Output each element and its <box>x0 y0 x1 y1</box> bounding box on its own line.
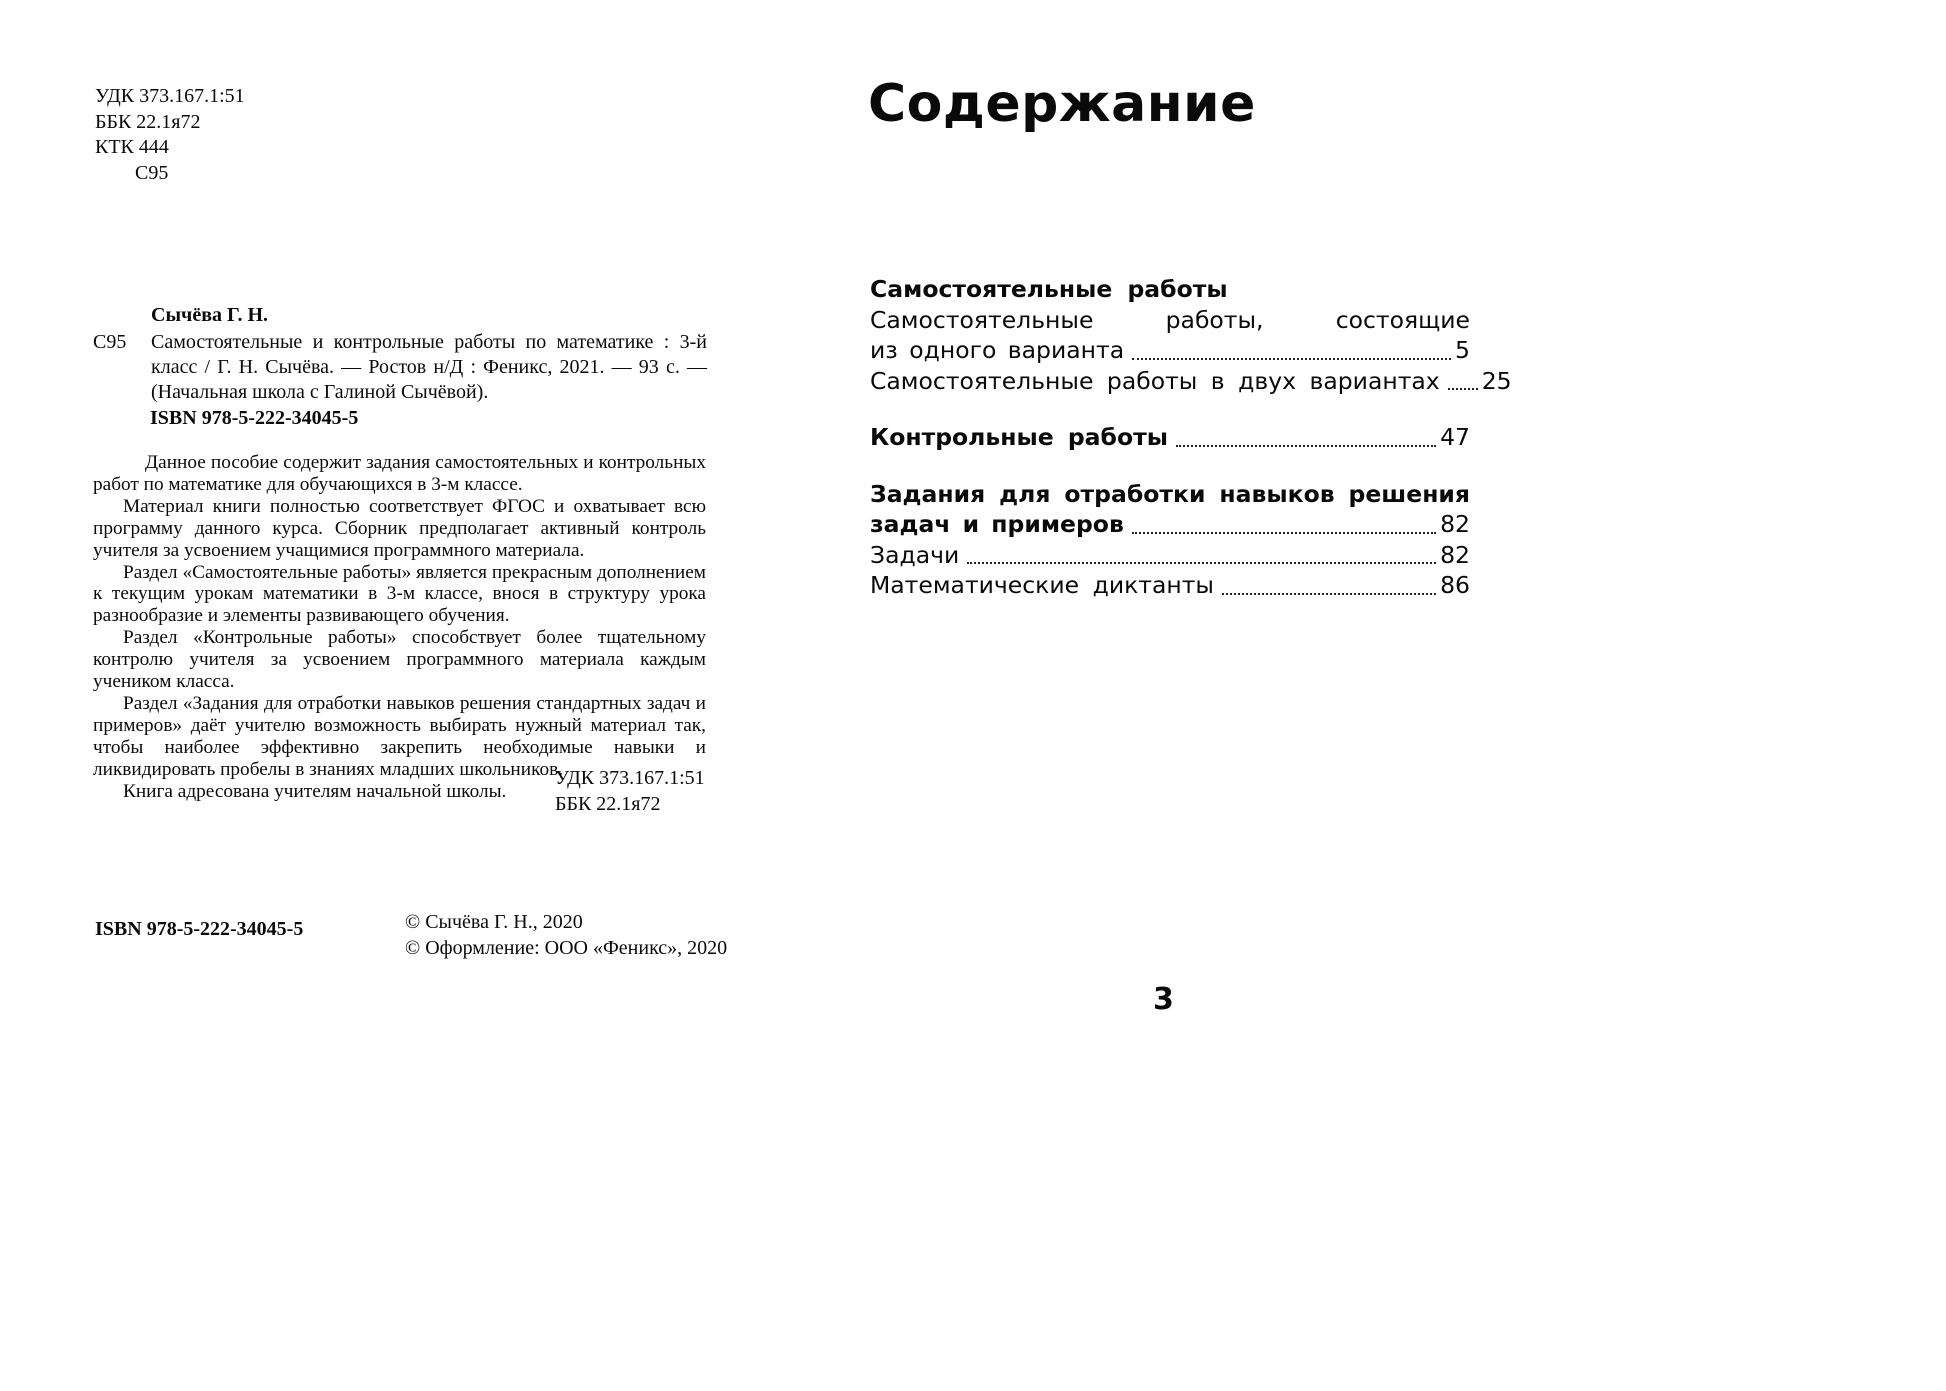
toc-page-number: 5 <box>1455 336 1470 364</box>
toc-entry <box>870 479 1470 540</box>
dot-leader <box>1132 358 1451 360</box>
annotation-paragraph: Материал книги полностью соответствует ФГОС и охватывает всю программу данного курса. Сборник предполагает активный контроль учителя за усвоением учащимися программного материала. <box>93 495 706 561</box>
dot-leader <box>1222 593 1436 595</box>
toc-entry-label: Самостоятельные работы в двух вариантах <box>870 366 1440 395</box>
table-of-contents <box>870 274 1512 601</box>
toc-page-number: 82 <box>1440 510 1470 538</box>
dot-leader <box>1132 532 1436 534</box>
toc-entry <box>870 305 1470 366</box>
toc-entry <box>870 570 1470 601</box>
toc-page-number: 82 <box>1440 540 1470 569</box>
page-number: 3 <box>1153 982 1174 1017</box>
toc-entry-label: Задачи <box>870 540 960 569</box>
udk-bbk-repeat-block <box>555 766 705 817</box>
toc-entry-label: Математические диктанты <box>870 571 1214 599</box>
annotation-paragraph: Раздел «Самостоятельные работы» является прекрасным дополнением к текущим урокам математики в 3-м классе, внося в структуру урока разнообразие и элементы развивающего обучения. <box>93 561 706 627</box>
toc-entry-line2 <box>870 335 1470 366</box>
toc-entry <box>870 540 1470 571</box>
annotation-block <box>93 452 706 803</box>
catalog-code: С95 <box>135 161 169 184</box>
udk-repeat-line: УДК 373.167.1:51 <box>555 767 705 789</box>
toc-page-number: 25 <box>1481 366 1512 395</box>
toc-page-number: 86 <box>1440 571 1470 599</box>
bbk-repeat-line: ББК 22.1я72 <box>555 792 661 815</box>
annotation-paragraph: Книга адресована учителям начальной школы. <box>123 780 507 802</box>
dot-leader <box>1176 445 1436 447</box>
toc-entry-label: Контрольные работы <box>870 423 1168 451</box>
bibliographic-record <box>93 303 707 405</box>
copyright-block <box>405 910 727 961</box>
toc-entry-label: из одного варианта <box>870 336 1125 364</box>
toc-entry-line2 <box>870 509 1470 540</box>
imprint-block <box>95 84 245 186</box>
udk-line: УДК 373.167.1:51 <box>95 85 245 107</box>
toc-entry-line1: Задания для отработки навыков решения <box>870 479 1470 508</box>
catalog-code-margin: С95 <box>93 331 127 353</box>
annotation-paragraph: Данное пособие содержит задания самостоятельных и контрольных работ по математике для обучающихся в 3-м классе. <box>93 452 706 495</box>
toc-section-heading: Самостоятельные работы <box>870 275 1228 303</box>
toc-entry-line1: Самостоятельные работы, состоящие <box>870 305 1470 334</box>
dot-leader <box>967 562 1436 564</box>
isbn-top: ISBN 978-5-222-34045-5 <box>150 407 359 429</box>
annotation-paragraph: Раздел «Контрольные работы» способствует более тщательному контролю учителя за усвоением программного материала каждым учеником класса. <box>93 627 706 693</box>
toc-entry-label: задач и примеров <box>870 510 1124 538</box>
author-name: Сычёва Г. Н. <box>151 304 269 326</box>
isbn-footer: ISBN 978-5-222-34045-5 <box>95 918 304 940</box>
dot-leader <box>1448 388 1478 390</box>
toc-spacer <box>870 396 1470 422</box>
toc-entry <box>870 422 1470 453</box>
toc-spacer <box>870 453 1470 479</box>
bibliographic-description-wrap <box>93 330 707 405</box>
annotation-paragraph: Раздел «Задания для отработки навыков решения стандартных задач и примеров» даёт учителю возможность выбирать нужный материал так, чтобы наиболее эффективно закрепить необходимые навыки и ликвидировать пробелы в знаниях младших школьников. <box>93 692 706 780</box>
toc-title: Содержание <box>868 74 1256 134</box>
copyright-design-line: © Оформление: ООО «Феникс», 2020 <box>405 936 728 959</box>
bbk-line: ББК 22.1я72 <box>95 110 201 133</box>
copyright-author-line: © Сычёва Г. Н., 2020 <box>405 911 583 933</box>
toc-page-number: 47 <box>1440 423 1470 451</box>
bibliographic-description: Самостоятельные и контрольные работы по математике : 3-й класс / Г. Н. Сычёва. — Ростов н/Д : Феникс, 2021. — 93 с. — (Начальная школа с Галиной Сычёвой). <box>151 331 707 403</box>
toc-entry <box>870 366 1512 397</box>
ktk-line: КТК 444 <box>95 136 169 158</box>
